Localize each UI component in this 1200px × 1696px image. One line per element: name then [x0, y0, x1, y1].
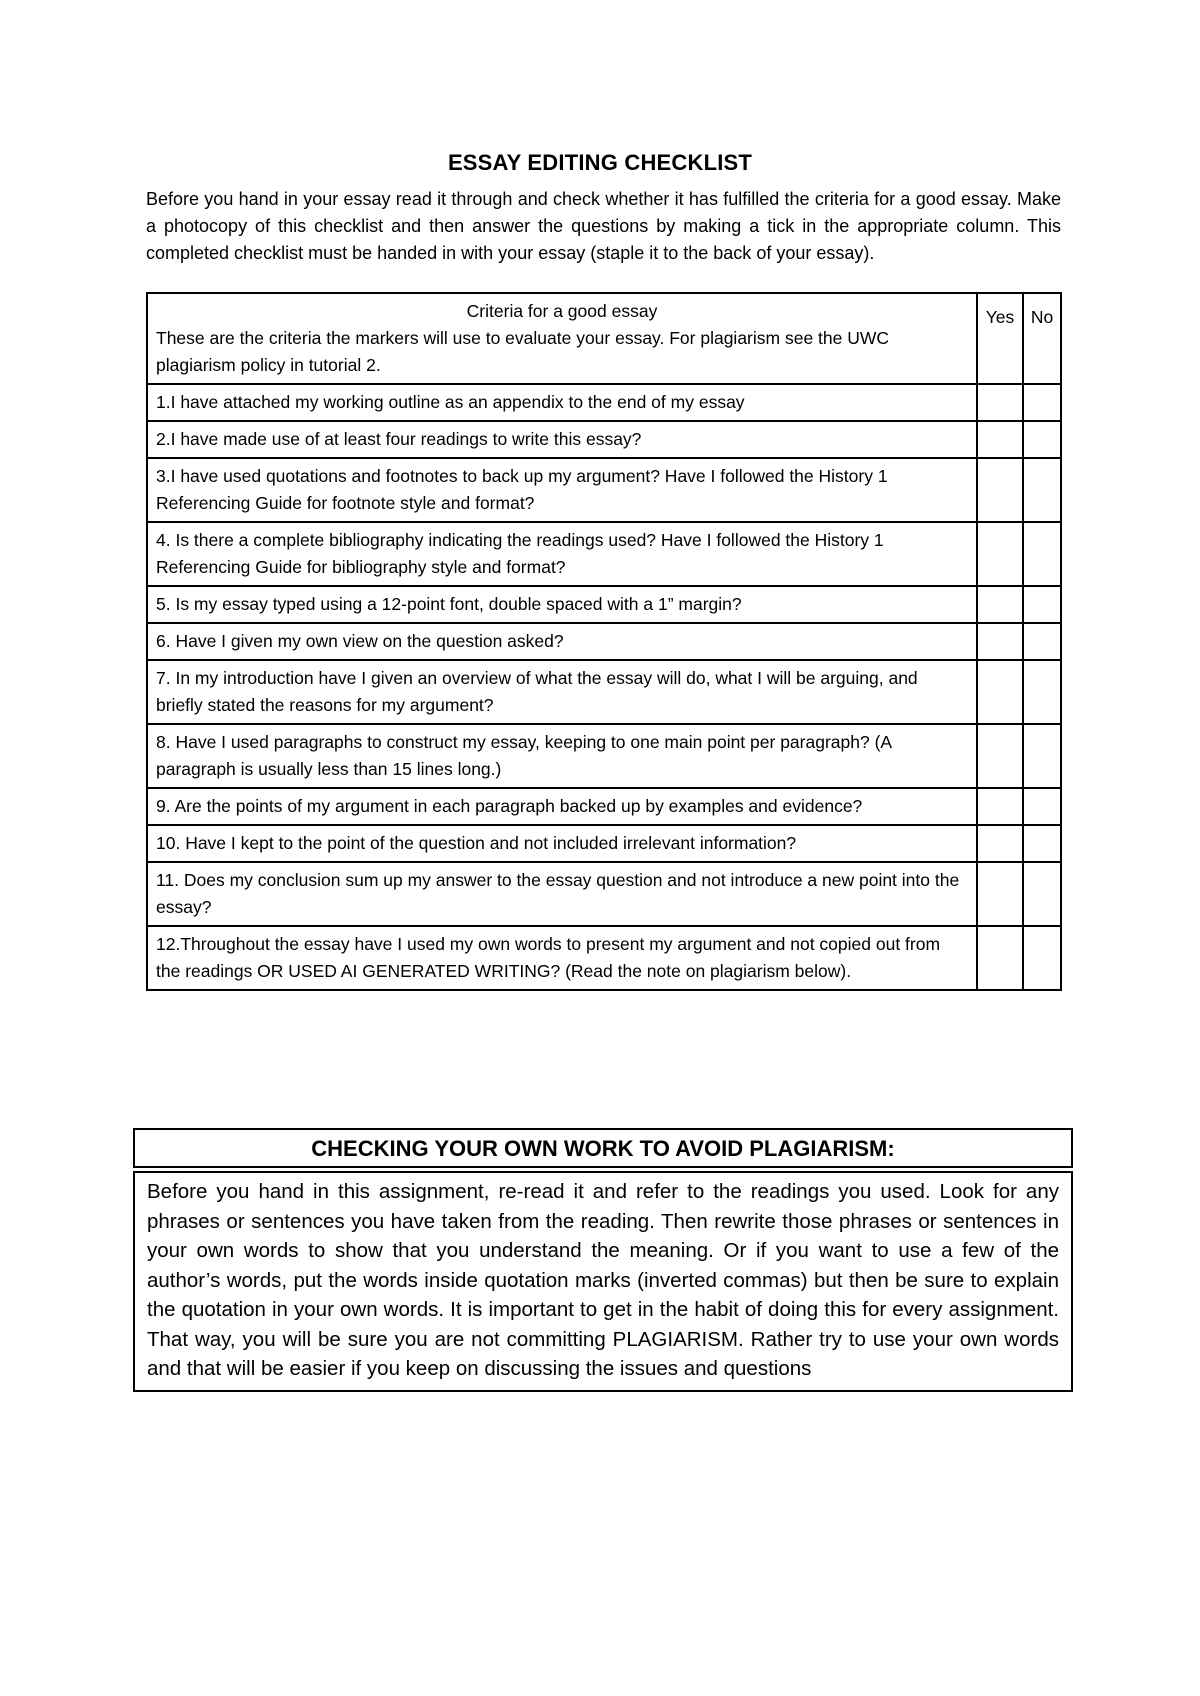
- yes-tick-box[interactable]: [977, 586, 1023, 623]
- yes-tick-box[interactable]: [977, 421, 1023, 458]
- page-title: ESSAY EDITING CHECKLIST: [447, 150, 753, 175]
- intro-paragraph: Before you hand in your essay read it through and check whether it has fulfilled the criteria for a good essay. Make a photocopy of this checklist and then answer the questions by making a tick in the appropriate column. This completed checklist must be handed in with your essay (staple it to the back of your essay).: [146, 189, 1061, 263]
- table-row: [147, 421, 1061, 458]
- no-tick-box[interactable]: [1023, 825, 1061, 862]
- criterion-text: 2.I have made use of at least four readings to write this essay?: [147, 421, 977, 458]
- criterion-text: 10. Have I kept to the point of the question and not included irrelevant information?: [147, 825, 977, 862]
- criterion-text: 11. Does my conclusion sum up my answer to the essay question and not introduce a new point into the essay?: [147, 862, 977, 926]
- criterion-text: 12.Throughout the essay have I used my own words to present my argument and not copied out from the readings OR USED AI GENERATED WRITING? (Read the note on plagiarism below).: [147, 926, 977, 990]
- criterion-text: 9. Are the points of my argument in each paragraph backed up by examples and evidence?: [147, 788, 977, 825]
- no-tick-box[interactable]: [1023, 623, 1061, 660]
- no-tick-box[interactable]: [1023, 660, 1061, 724]
- no-tick-box[interactable]: [1023, 926, 1061, 990]
- criteria-header-description: These are the criteria the markers will use to evaluate your essay. For plagiarism see the UWC plagiarism policy in tutorial 2.: [156, 328, 890, 375]
- yes-tick-box[interactable]: [977, 623, 1023, 660]
- criterion-text: 4. Is there a complete bibliography indicating the readings used? Have I followed the History 1 Referencing Guide for bibliography style and format?: [147, 522, 977, 586]
- criterion-text: 5. Is my essay typed using a 12-point font, double spaced with a 1” margin?: [147, 586, 977, 623]
- criteria-header-cell: [147, 293, 977, 384]
- yes-tick-box[interactable]: [977, 862, 1023, 926]
- plagiarism-heading: CHECKING YOUR OWN WORK TO AVOID PLAGIARISM:: [133, 1128, 1073, 1168]
- yes-tick-box[interactable]: [977, 522, 1023, 586]
- no-tick-box[interactable]: [1023, 522, 1061, 586]
- table-row: [147, 586, 1061, 623]
- no-tick-box[interactable]: [1023, 458, 1061, 522]
- criterion-text: 6. Have I given my own view on the question asked?: [147, 623, 977, 660]
- no-tick-box[interactable]: [1023, 862, 1061, 926]
- yes-tick-box[interactable]: [977, 788, 1023, 825]
- criterion-text: 1.I have attached my working outline as an appendix to the end of my essay: [147, 384, 977, 421]
- no-tick-box[interactable]: [1023, 724, 1061, 788]
- criterion-text: 7. In my introduction have I given an overview of what the essay will do, what I will be arguing, and briefly stated the reasons for my argument?: [147, 660, 977, 724]
- table-row: [147, 660, 1061, 724]
- table-row: [147, 623, 1061, 660]
- table-header-row: [147, 293, 1061, 384]
- yes-tick-box[interactable]: [977, 926, 1023, 990]
- yes-tick-box[interactable]: [977, 724, 1023, 788]
- plagiarism-body: Before you hand in this assignment, re-read it and refer to the readings you used. Look for any phrases or sentences you have taken from the reading. Then rewrite those phrases or sentences in your own words to show that you understand the meaning. Or if you want to use a few of the author’s words, put the words inside quotation marks (inverted commas) but then be sure to explain the quotation in your own words. It is important to get in the habit of doing this for every assignment. That way, you will be sure you are not committing PLAGIARISM. Rather try to use your own words and that will be easier if you keep on discussing the issues and questions: [133, 1171, 1073, 1392]
- criterion-text: 3.I have used quotations and footnotes to back up my argument? Have I followed the History 1 Referencing Guide for footnote style and format?: [147, 458, 977, 522]
- table-row: [147, 862, 1061, 926]
- table-row: [147, 458, 1061, 522]
- yes-tick-box[interactable]: [977, 384, 1023, 421]
- no-tick-box[interactable]: [1023, 586, 1061, 623]
- yes-tick-box[interactable]: [977, 825, 1023, 862]
- table-row: [147, 926, 1061, 990]
- no-tick-box[interactable]: [1023, 421, 1061, 458]
- no-tick-box[interactable]: [1023, 788, 1061, 825]
- criteria-header-title: Criteria for a good essay: [466, 301, 658, 321]
- criterion-text: 8. Have I used paragraphs to construct my essay, keeping to one main point per paragraph? (A paragraph is usually less than 15 lines long.): [147, 724, 977, 788]
- yes-tick-box[interactable]: [977, 458, 1023, 522]
- checklist-table: [146, 292, 1062, 991]
- table-row: [147, 788, 1061, 825]
- no-tick-box[interactable]: [1023, 384, 1061, 421]
- table-row: [147, 724, 1061, 788]
- table-row: [147, 384, 1061, 421]
- no-column-header: No: [1023, 293, 1061, 384]
- yes-column-header: Yes: [977, 293, 1023, 384]
- table-row: [147, 825, 1061, 862]
- table-row: [147, 522, 1061, 586]
- yes-tick-box[interactable]: [977, 660, 1023, 724]
